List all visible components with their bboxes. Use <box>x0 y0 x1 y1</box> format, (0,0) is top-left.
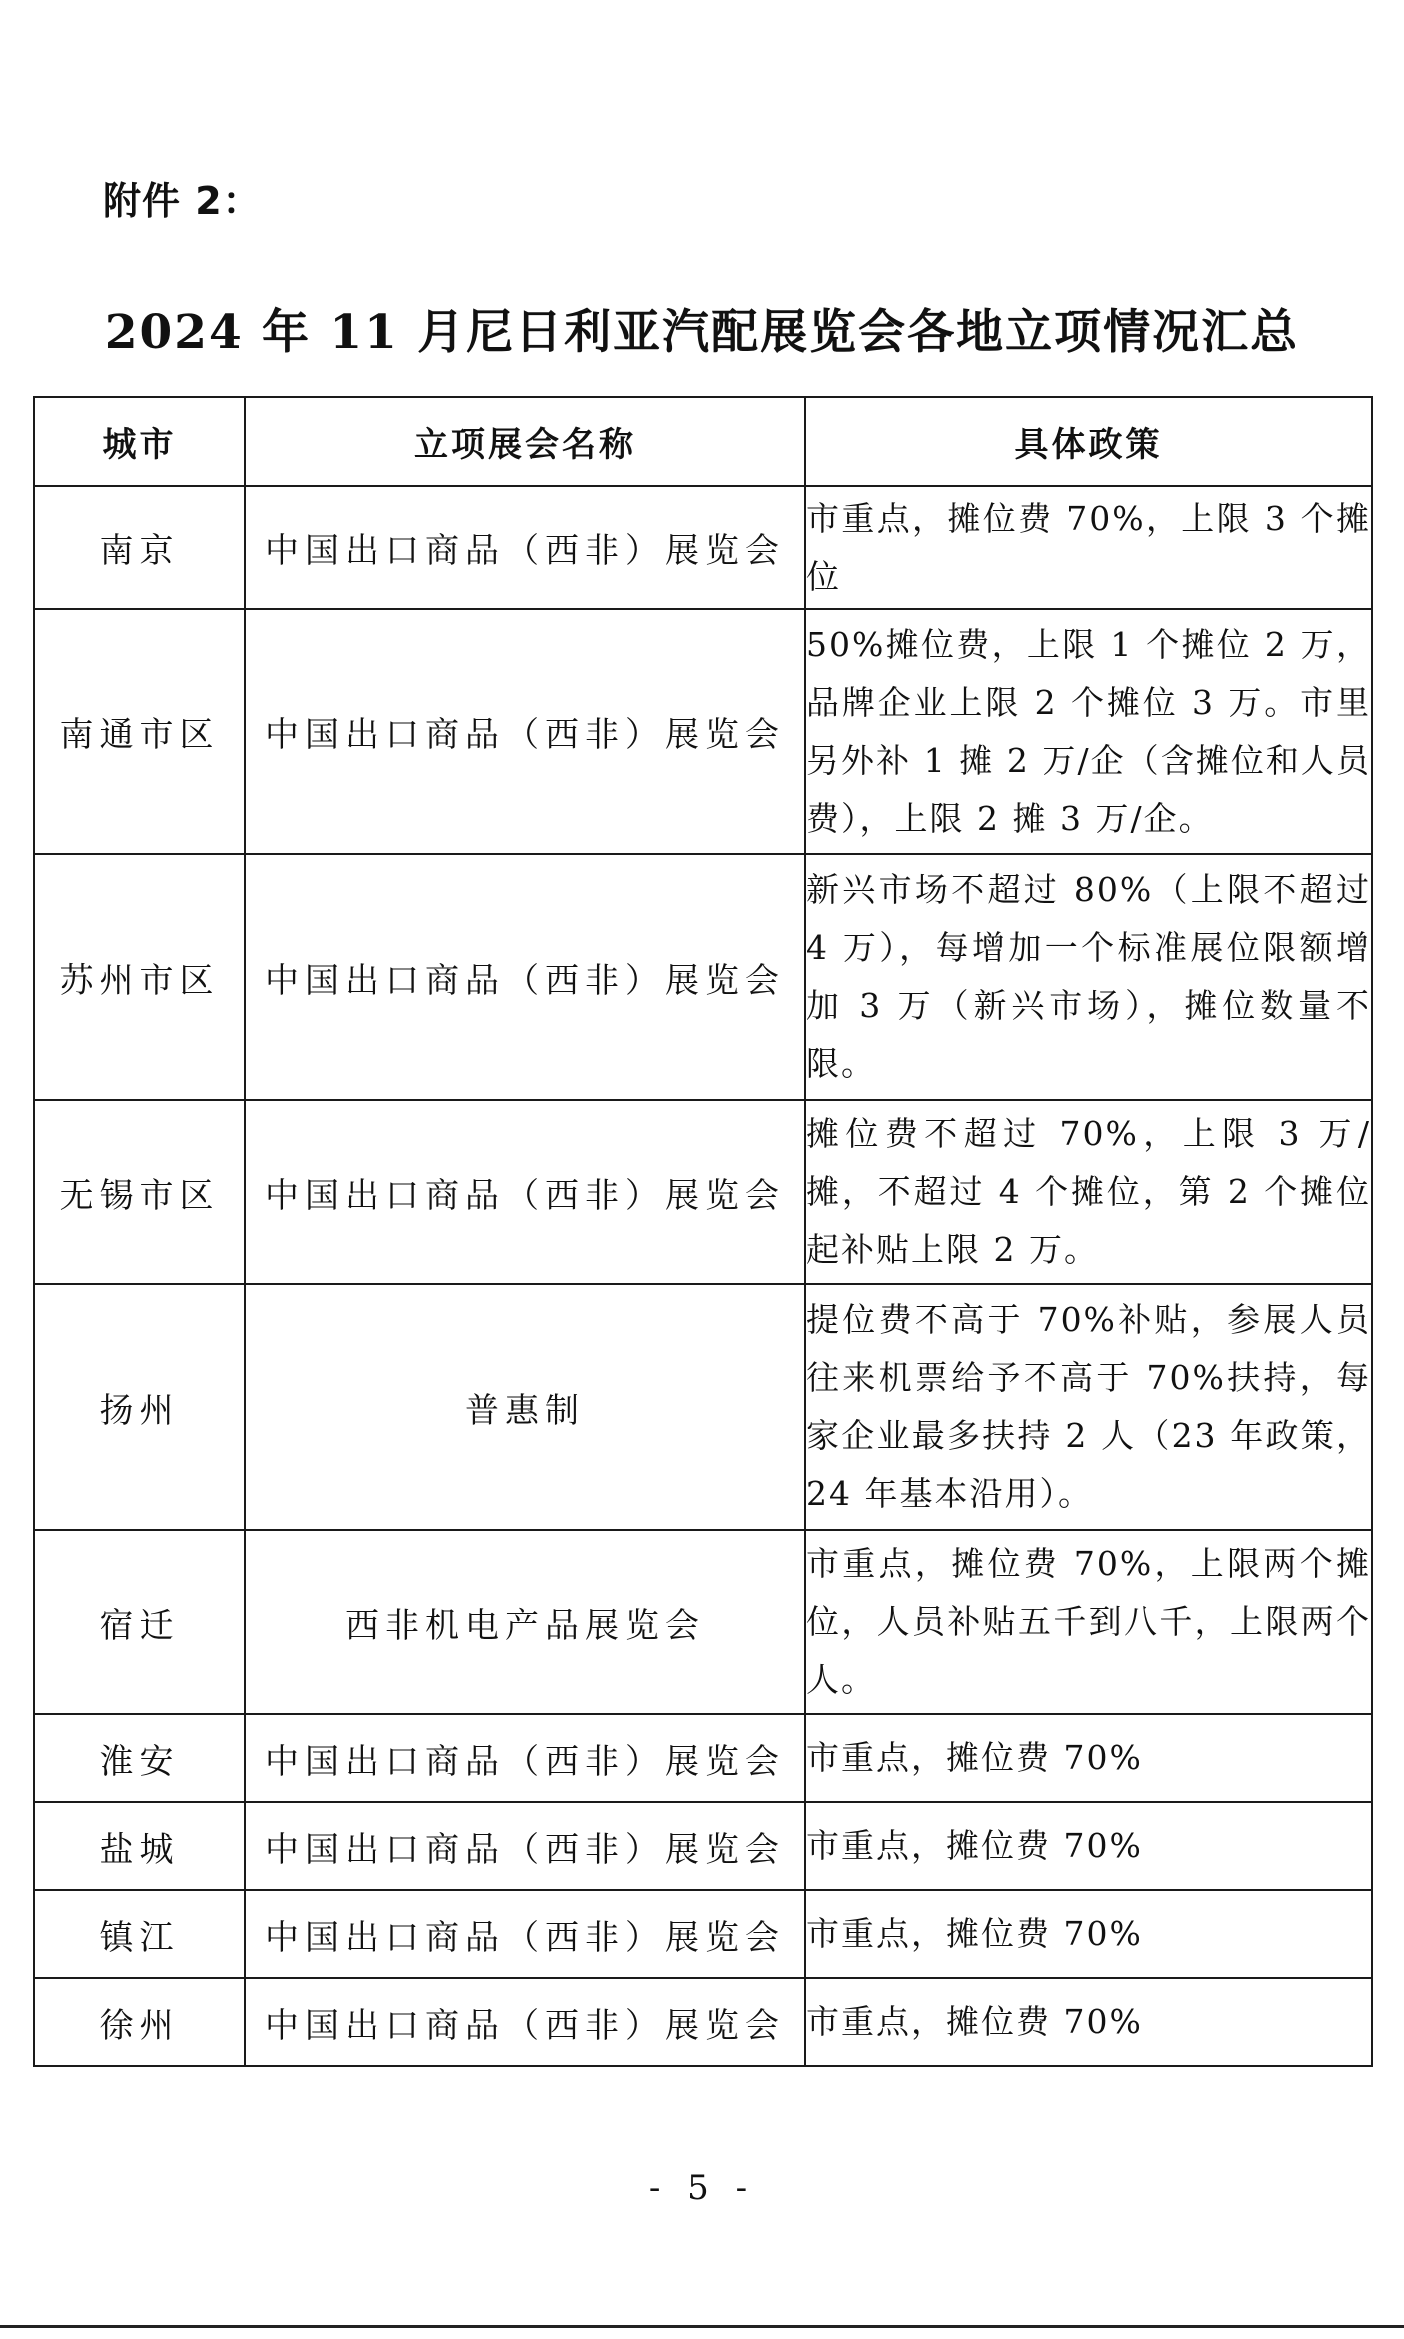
header-city: 城市 <box>34 397 245 486</box>
city-cell: 盐城 <box>34 1802 245 1890</box>
header-policy: 具体政策 <box>805 397 1372 486</box>
exhibition-cell: 中国出口商品（西非）展览会 <box>245 1100 805 1284</box>
project-summary-table <box>33 396 1373 2067</box>
exhibition-cell: 中国出口商品（西非）展览会 <box>245 486 805 609</box>
city-cell: 南通市区 <box>34 609 245 854</box>
exhibition-cell: 中国出口商品（西非）展览会 <box>245 1890 805 1978</box>
table-row <box>34 854 1372 1100</box>
city-cell: 徐州 <box>34 1978 245 2066</box>
table-header <box>34 397 1372 486</box>
table-row <box>34 1284 1372 1530</box>
header-exhibition: 立项展会名称 <box>245 397 805 486</box>
exhibition-cell: 中国出口商品（西非）展览会 <box>245 854 805 1100</box>
table-header-row <box>34 397 1372 486</box>
table-row <box>34 1978 1372 2066</box>
page-number: - 5 - <box>648 2168 756 2208</box>
policy-cell: 市重点，摊位费 70%，上限两个摊位，人员补贴五千到八千，上限两个人。 <box>805 1530 1372 1714</box>
exhibition-cell: 西非机电产品展览会 <box>245 1530 805 1714</box>
city-cell: 苏州市区 <box>34 854 245 1100</box>
attachment-label: 附件 2： <box>103 179 262 223</box>
table-row <box>34 486 1372 609</box>
policy-cell: 摊位费不超过 70%，上限 3 万/摊，不超过 4 个摊位，第 2 个摊位起补贴上限 2 万。 <box>805 1100 1372 1284</box>
bottom-divider <box>0 2325 1404 2328</box>
policy-cell: 市重点，摊位费 70% <box>805 1978 1372 2066</box>
exhibition-cell: 中国出口商品（西非）展览会 <box>245 1714 805 1802</box>
exhibition-cell: 中国出口商品（西非）展览会 <box>245 609 805 854</box>
table-row <box>34 1714 1372 1802</box>
table-body <box>34 486 1372 2066</box>
table-row <box>34 1530 1372 1714</box>
city-cell: 南京 <box>34 486 245 609</box>
table-row <box>34 609 1372 854</box>
city-cell: 镇江 <box>34 1890 245 1978</box>
policy-cell: 50%摊位费，上限 1 个摊位 2 万，品牌企业上限 2 个摊位 3 万。市里另外补 1 摊 2 万/企（含摊位和人员费），上限 2 摊 3 万/企。 <box>805 609 1372 854</box>
policy-cell: 提位费不高于 70%补贴，参展人员往来机票给予不高于 70%扶持，每家企业最多扶持 2 人（23 年政策，24 年基本沿用）。 <box>805 1284 1372 1530</box>
city-cell: 淮安 <box>34 1714 245 1802</box>
document-title: 2024 年 11 月尼日利亚汽配展览会各地立项情况汇总 <box>104 305 1300 360</box>
table-row <box>34 1802 1372 1890</box>
policy-cell: 市重点，摊位费 70% <box>805 1714 1372 1802</box>
exhibition-cell: 中国出口商品（西非）展览会 <box>245 1802 805 1890</box>
city-cell: 无锡市区 <box>34 1100 245 1284</box>
policy-cell: 市重点，摊位费 70% <box>805 1890 1372 1978</box>
policy-cell: 新兴市场不超过 80%（上限不超过 4 万），每增加一个标准展位限额增加 3 万（新兴市场），摊位数量不限。 <box>805 854 1372 1100</box>
city-cell: 宿迁 <box>34 1530 245 1714</box>
policy-cell: 市重点，摊位费 70% <box>805 1802 1372 1890</box>
exhibition-cell: 普惠制 <box>245 1284 805 1530</box>
table-row <box>34 1100 1372 1284</box>
table-row <box>34 1890 1372 1978</box>
city-cell: 扬州 <box>34 1284 245 1530</box>
policy-cell: 市重点，摊位费 70%，上限 3 个摊位 <box>805 486 1372 609</box>
exhibition-cell: 中国出口商品（西非）展览会 <box>245 1978 805 2066</box>
